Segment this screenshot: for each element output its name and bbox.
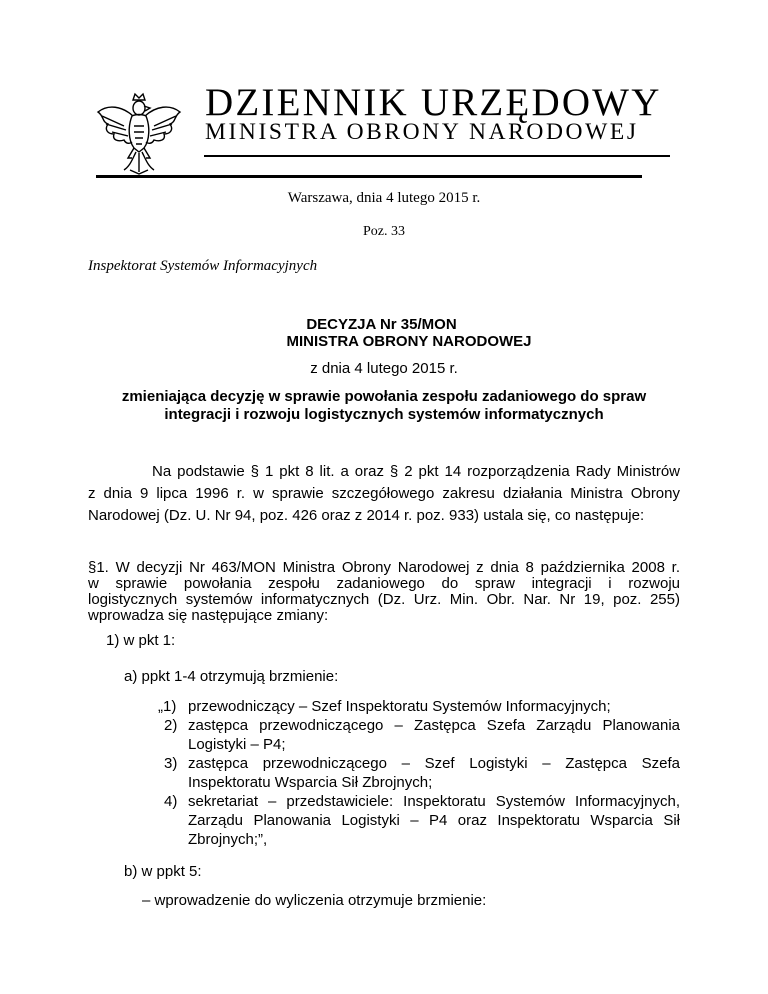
masthead-rule	[204, 155, 670, 157]
legal-basis-paragraph	[88, 461, 680, 527]
position-number: Poz. 33	[363, 224, 405, 239]
point-1: 1) w pkt 1:	[106, 632, 176, 649]
decision-subject	[100, 388, 668, 424]
section-1-paragraph	[88, 560, 680, 624]
decision-title: DECYZJA Nr 35/MON	[306, 316, 457, 333]
quoted-item	[164, 792, 680, 849]
point-1a: a) ppkt 1-4 otrzymują brzmienie:	[124, 668, 339, 685]
section-line: logistycznych systemów informatycznych (Dz. Urz. Min. Obr. Nar. Nr 19, poz. 255)	[88, 591, 680, 608]
masthead-title: DZIENNIK URZĘDOWY	[205, 81, 662, 124]
section-line: wprowadza się następujące zmiany:	[88, 607, 329, 624]
section-line: §1. W decyzji Nr 463/MON Ministra Obrony Narodowej z dnia 8 października 2008 r.	[88, 559, 680, 576]
quoted-item	[164, 754, 680, 792]
place-date: Warszawa, dnia 4 lutego 2015 r.	[287, 190, 481, 206]
basis-line: Na podstawie § 1 pkt 8 lit. a oraz § 2 pkt 14 rozporządzenia Rady Ministrów	[152, 463, 680, 480]
item-text: zastępca przewodniczącego – Szef Logistyki – Zastępca Szefa Inspektoratu Wsparcia Sił Zbrojnych;	[188, 755, 680, 791]
item-number: „1)	[158, 698, 177, 715]
issuer: Inspektorat Systemów Informacyjnych	[88, 258, 318, 274]
subject-line: zmieniająca decyzję w sprawie powołania zespołu zadaniowego do spraw	[121, 388, 647, 405]
basis-line: Narodowej (Dz. U. Nr 94, poz. 426 oraz z 2014 r. poz. 933) ustala się, co następuje:	[88, 507, 645, 524]
quoted-item	[158, 697, 680, 716]
polish-eagle-emblem-icon	[94, 86, 184, 176]
masthead-underline	[96, 175, 642, 178]
point-1b-dash: – wprowadzenie do wyliczenia otrzymuje brzmienie:	[142, 892, 487, 909]
item-number: 2)	[164, 717, 178, 734]
decision-issuer: MINISTRA OBRONY NARODOWEJ	[286, 333, 532, 350]
masthead-subtitle: MINISTRA OBRONY NARODOWEJ	[205, 119, 639, 145]
subject-line: integracji i rozwoju logistycznych systemów informatycznych	[164, 406, 604, 423]
item-number: 3)	[164, 755, 178, 772]
point-1b: b) w ppkt 5:	[124, 863, 202, 880]
item-number: 4)	[164, 793, 178, 810]
section-line: w sprawie powołania zespołu zadaniowego do spraw integracji i rozwoju	[88, 575, 680, 592]
item-text: sekretariat – przedstawiciele: Inspektoratu Systemów Informacyjnych, Zarządu Planowania Logistyki – P4 oraz Inspektoratu Wsparcia Sił Zbrojnych;”,	[188, 793, 680, 848]
decision-date: z dnia 4 lutego 2015 r.	[310, 360, 458, 377]
item-text: zastępca przewodniczącego – Zastępca Szefa Zarządu Planowania Logistyki – P4;	[188, 717, 680, 753]
basis-line: z dnia 9 lipca 1996 r. w sprawie szczegółowego zakresu działania Ministra Obrony	[88, 485, 680, 502]
quoted-item	[164, 716, 680, 754]
item-text: przewodniczący – Szef Inspektoratu Systemów Informacyjnych;	[188, 698, 611, 715]
